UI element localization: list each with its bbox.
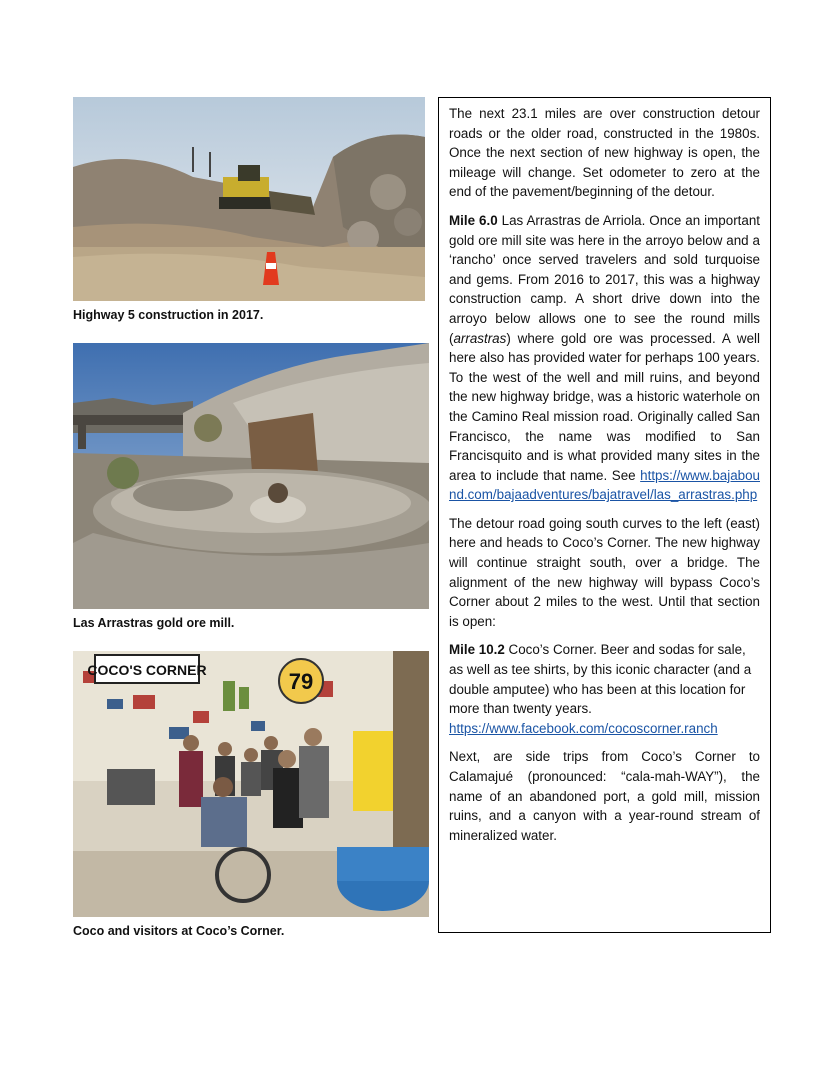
- cocos-corner-photo: [73, 651, 429, 917]
- arrastras-term: arrastras: [453, 330, 507, 346]
- photo3-caption: Coco and visitors at Coco’s Corner.: [73, 924, 285, 938]
- facebook-link[interactable]: https://www.facebook.com/cocoscorner.ranch: [449, 720, 718, 736]
- paragraph-mile-10: [449, 640, 760, 738]
- mile-6-text-b: ) where gold ore was processed. A well here also has provided water for perhaps 100 years. To the west of the well and mill ruins, and beyond the new highway bridge, was a historic waterhole on the Camino Real mission road. Originally called San Francisco, the name was modified to San Francisquito and is what provided many sites in the area to include that name. See: [449, 330, 760, 483]
- mile-10-text: Coco’s Corner. Beer and sodas for sale, as well as tee shirts, by this iconic character (and a double amputee) who has been at this location for more than twenty years.: [449, 642, 752, 717]
- mile-6-label: Mile 6.0: [449, 212, 498, 228]
- badge-79: 79: [288, 669, 314, 694]
- paragraph-intro: The next 23.1 miles are over construction detour roads or the older road, constructed in the 1980s. Once the next section of new highway is open, the mileage will change. Set odometer to zero at the end of the pavement/beginning of the detour.: [449, 106, 760, 200]
- photo2-caption: Las Arrastras gold ore mill.: [73, 616, 235, 630]
- mile-6-text-a: Las Arrastras de Arriola. Once an important gold ore mill site was here in the arroyo below and a ‘rancho’ once served travelers and sold turquoise and gems. From 2016 to 2017, this was a highway construction camp. A short drive down into the arroyo below allows one to see the round mills (: [449, 212, 760, 346]
- photo1-caption: Highway 5 construction in 2017.: [73, 308, 264, 322]
- cocos-corner-sign: COCO'S CORNER: [87, 662, 207, 678]
- highway-construction-photo: [73, 97, 425, 301]
- article-text-box: [438, 97, 771, 933]
- photo-column: [73, 97, 429, 939]
- bajabound-link[interactable]: https://www.bajabound.com/bajaadventures/bajatravel/las_arrastras.php: [449, 467, 760, 503]
- paragraph-mile-6: [449, 211, 760, 505]
- paragraph-side-trips: Next, are side trips from Coco’s Corner to Calamajué (pronounced: “cala-mah-WAY”), the name of an abandoned port, a gold mill, mission ruins, and a canyon with a year-round stream of mineralized water.: [449, 749, 760, 843]
- gold-ore-mill-photo: [73, 343, 429, 609]
- paragraph-detour: The detour road going south curves to the left (east) here and heads to Coco’s Corner. The new highway will continue straight south, over a bridge. The alignment of the new highway will bypass Coco’s Corner about 2 miles to the west. Until that section is open:: [449, 515, 760, 629]
- mile-10-label: Mile 10.2: [449, 642, 505, 658]
